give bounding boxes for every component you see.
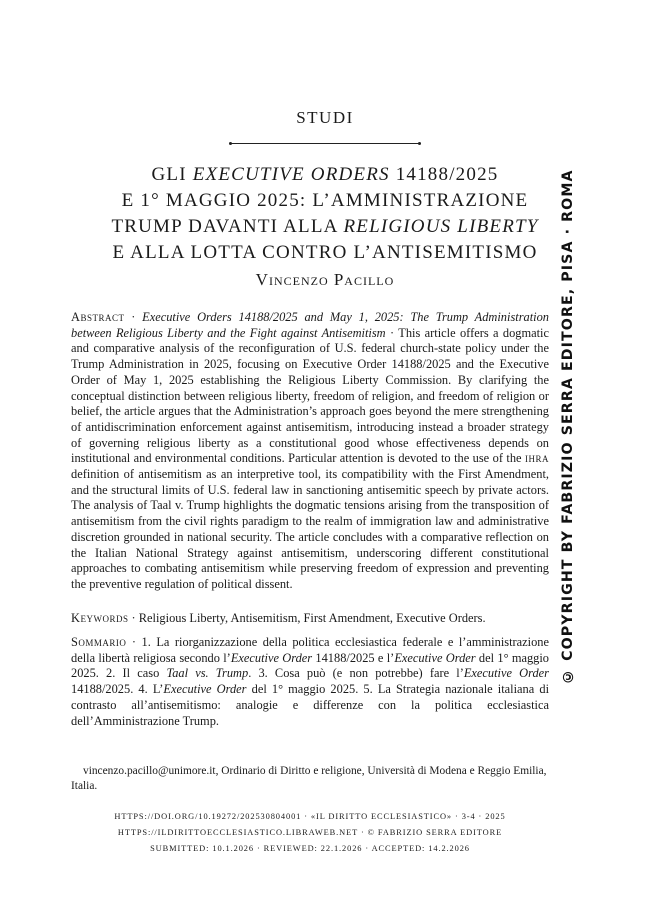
title-line <box>60 162 590 188</box>
summary-label: Sommario <box>71 635 127 649</box>
title-line <box>60 240 590 266</box>
abstract <box>71 310 549 593</box>
abstract-text: · This article offers a dogmatic and comparative analysis of the reconfiguration of U.S. federal church-state policy under the Trump Administration in 2025, focusing on Executive Order 14188/2025 and the Executive Order of May 1, 2025 establishing the Religious Liberty Commission. By clarifying the conceptual distinction between religious liberty, freedom of religion, and freedom of religion or belief, the article argues that the Administration’s approach goes beyond the mere strengthening of antidiscrimination enforcement against antisemitism, introducing instead a broader strategy of governing religious liberty as a constitutional good whose effectiveness depends on institutional and environmental conditions. Particular attention is devoted to the use of the <box>71 325 549 466</box>
colophon-dates: SUBMITTED: 10.1.2026 · REVIEWED: 22.1.2026 · ACCEPTED: 14.2.2026 <box>150 844 470 853</box>
title-italic: EXECUTIVE ORDERS <box>192 164 390 185</box>
author-footnote: vincenzo.pacillo@unimore.it, Ordinario di Diritto e religione, Università di Modena e Reggio Emilia, Italia. <box>71 765 547 792</box>
summary-italic: Executive Order <box>230 650 313 665</box>
title-text: GLI <box>151 164 193 185</box>
abstract-title: Executive Orders 14188/2025 and May 1, 2025: The Trump Administration between Religious Liberty and the Fight against Antisemitism <box>71 310 549 340</box>
summary-text: . 3. Cosa può (e non potrebbe) fare l’ <box>248 666 464 681</box>
title-line <box>60 214 590 240</box>
copyright-vertical: © COPYRIGHT BY FABRIZIO SERRA EDITORE, PISA · ROMA <box>560 169 576 684</box>
colophon-doi: HTTPS://DOI.ORG/10.19272/202530804001 · «IL DIRITTO ECCLESIASTICO» · 3-4 · 2025 <box>114 812 506 821</box>
summary-text: 1. La riorganizzazione della politica ecclesiastica federale e l’amministrazione della libertà religiosa secondo l’ <box>71 635 549 665</box>
keywords-text: Religious Liberty, Antisemitism, First Amendment, Executive Orders. <box>138 611 486 625</box>
summary-text: del 1° maggio 2025. 2. Il caso <box>71 650 549 681</box>
abstract-text-cont: definition of antisemitism as an interpretive tool, its compatibility with the First Amendment, and the structural limits of U.S. federal law in sanctioning antisemitic speech by private actors. The analysis of Taal v. Trump highlights the dogmatic tensions arising from the transposition of antisemitism from the civil rights paradigm to the realm of immigration law and administrative discretion grounded in national security. The article concludes with a comparative reflection on the Italian National Strategy against antisemitism, underscoring different constitutional approaches to combating antisemitism while preserving freedom of expression and preventing the preventive regulation of political dissent. <box>71 467 549 591</box>
summary <box>71 635 549 729</box>
summary-italic: Executive Order <box>394 650 476 665</box>
summary-text: del 1° maggio 2025. 5. La Strategia nazionale italiana di contrasto all’antisemitismo: analogie e differenze con la politica ecclesiastica dell’Amministrazione Trump. <box>71 682 550 728</box>
keywords-label: Keywords <box>71 611 129 625</box>
title-line <box>60 188 590 214</box>
author-name: Vincenzo Pacillo <box>255 270 395 289</box>
summary-italic: Executive Order <box>163 682 247 697</box>
ihra-acronym: ihra <box>525 451 549 466</box>
article-title <box>60 162 590 266</box>
keywords <box>71 611 549 627</box>
section-heading: STUDI <box>296 108 354 127</box>
colophon-web: HTTPS://ILDIRITTOECCLESIASTICO.LIBRAWEB.NET · © FABRIZIO SERRA EDITORE <box>117 828 503 837</box>
title-italic: RELIGIOUS LIBERTY <box>343 216 539 237</box>
abstract-sep: · <box>124 310 143 324</box>
keywords-sep: · <box>128 611 139 625</box>
ornamental-rule <box>231 143 419 144</box>
summary-text: 14188/2025 e l’ <box>312 650 395 665</box>
summary-text: 14188/2025. 4. L’ <box>71 682 164 697</box>
summary-italic: Executive Order <box>463 666 549 681</box>
title-text: E ALLA LOTTA CONTRO L’ANTISEMITISMO <box>112 242 538 263</box>
summary-italic: Taal vs. Trump <box>166 666 249 681</box>
title-text: TRUMP DAVANTI ALLA <box>111 216 344 237</box>
abstract-label: Abstract <box>71 310 125 324</box>
title-text: 14188/2025 <box>389 164 499 185</box>
title-text: E 1° MAGGIO 2025: L’AMMINISTRAZIONE <box>121 190 529 211</box>
summary-sep: · <box>126 635 142 649</box>
